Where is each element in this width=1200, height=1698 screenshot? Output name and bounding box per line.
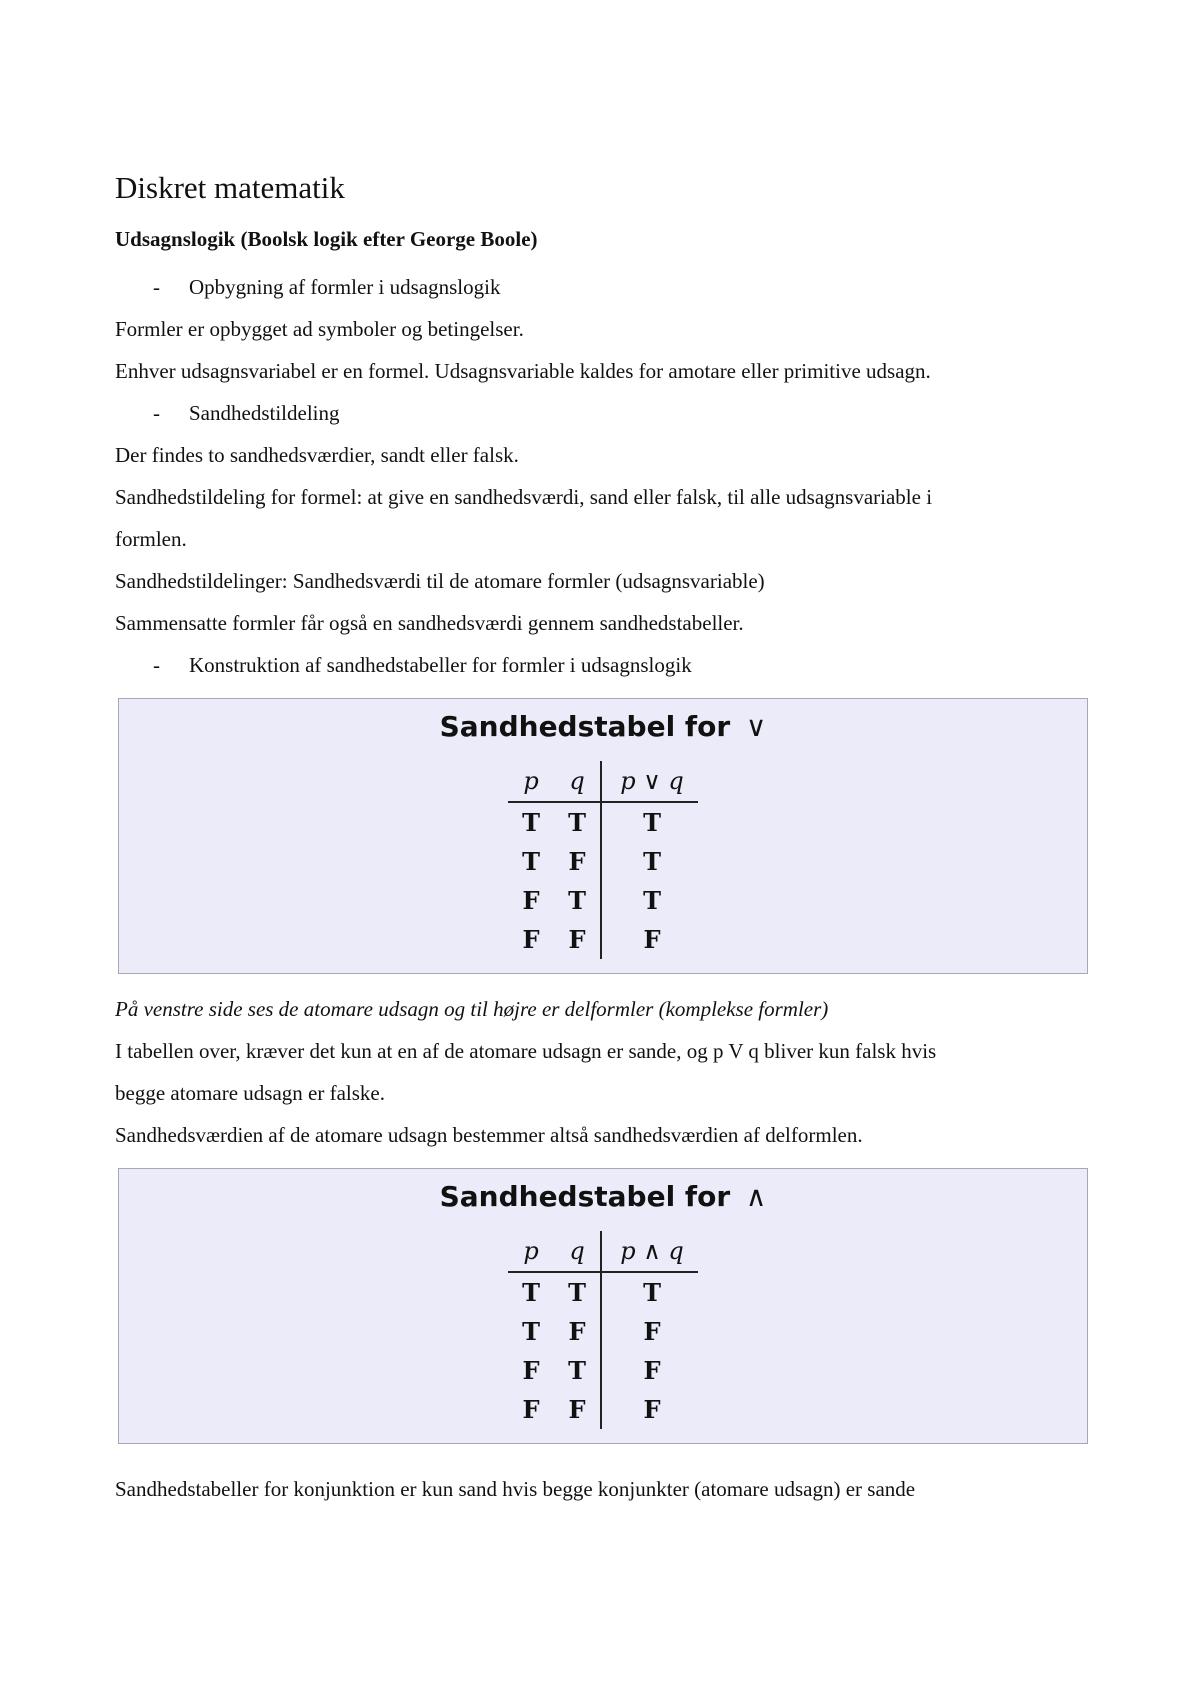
- bullet-item: [115, 644, 1095, 686]
- truth-table-or-figure: [118, 698, 1088, 974]
- table-row: [508, 1351, 698, 1390]
- table-row: [508, 1390, 698, 1429]
- table-row: [508, 1312, 698, 1351]
- table-cell: F: [522, 1356, 540, 1385]
- column-header-result: p ∧ q: [601, 1231, 698, 1272]
- caption-paragraph: På venstre side ses de atomare udsagn og til højre er delformler (komplekse formler): [115, 997, 829, 1021]
- table-cell: F: [522, 886, 540, 915]
- table-cell: F: [601, 1312, 698, 1351]
- table-cell: F: [601, 1351, 698, 1390]
- section-heading: Udsagnslogik (Boolsk logik efter George Boole): [115, 227, 538, 251]
- bullet-item: [115, 392, 1095, 434]
- bullet-text: Opbygning af formler i udsagnslogik: [189, 275, 501, 299]
- paragraph: Sandhedstildeling for formel: at give en sandhedsværdi, sand eller falsk, til alle udsagnsvariable i: [115, 485, 933, 509]
- table-cell: T: [601, 881, 698, 920]
- bullet-dash: -: [153, 275, 160, 299]
- document-content: [115, 168, 1095, 1510]
- table-cell: F: [522, 1395, 540, 1424]
- truth-table-title-text: Sandhedstabel for: [439, 1180, 731, 1213]
- table-cell: F: [568, 847, 586, 876]
- bullet-text: Sandhedstildeling: [189, 401, 340, 425]
- column-header-result: p ∨ q: [601, 761, 698, 802]
- table-row: [508, 920, 698, 959]
- bullet-dash: -: [153, 401, 160, 425]
- table-cell: T: [568, 1278, 586, 1307]
- paragraph: Sandhedstabeller for konjunktion er kun sand hvis begge konjunkter (atomare udsagn) er sande: [115, 1477, 916, 1501]
- and-operator-symbol: ∧: [745, 1180, 767, 1213]
- column-header-q: q: [554, 761, 601, 802]
- truth-table-title-text: Sandhedstabel for: [439, 710, 731, 743]
- or-operator-symbol: ∨: [745, 710, 767, 743]
- spacer: [115, 1458, 1095, 1468]
- table-cell: F: [568, 1317, 586, 1346]
- page-title: Diskret matematik: [115, 170, 345, 205]
- paragraph: formlen.: [115, 527, 187, 551]
- paragraph: Formler er opbygget ad symboler og betingelser.: [115, 317, 524, 341]
- truth-table-or-title: [119, 707, 1087, 747]
- truth-table-and-figure: [118, 1168, 1088, 1444]
- table-row: [508, 881, 698, 920]
- table-cell: F: [601, 1390, 698, 1429]
- paragraph: Enhver udsagnsvariabel er en formel. Udsagnsvariable kaldes for amotare eller primitive udsagn.: [115, 359, 931, 383]
- paragraph: Sandhedstildelinger: Sandhedsværdi til de atomare formler (udsagnsvariable): [115, 569, 765, 593]
- table-cell: T: [522, 847, 540, 876]
- table-cell: F: [601, 920, 698, 959]
- column-header-p: p: [508, 761, 554, 802]
- column-header-p: p: [508, 1231, 554, 1272]
- paragraph: I tabellen over, kræver det kun at en af de atomare udsagn er sande, og p V q bliver kun falsk hvis: [115, 1039, 937, 1063]
- table-cell: T: [568, 886, 586, 915]
- truth-table-or: [508, 761, 698, 959]
- table-cell: T: [522, 1317, 540, 1346]
- table-cell: T: [601, 1272, 698, 1312]
- table-header-row: [508, 1231, 698, 1272]
- bullet-item: [115, 266, 1095, 308]
- truth-table-and-title: [119, 1177, 1087, 1217]
- table-cell: T: [601, 842, 698, 881]
- table-header-row: [508, 761, 698, 802]
- table-cell: T: [522, 1278, 540, 1307]
- column-header-q: q: [554, 1231, 601, 1272]
- truth-table-and: [508, 1231, 698, 1429]
- table-row: [508, 1272, 698, 1312]
- bullet-dash: -: [153, 653, 160, 677]
- paragraph: Der findes to sandhedsværdier, sandt eller falsk.: [115, 443, 519, 467]
- table-cell: F: [568, 925, 586, 954]
- table-cell: F: [522, 925, 540, 954]
- table-cell: T: [568, 808, 586, 837]
- table-row: [508, 842, 698, 881]
- table-cell: T: [522, 808, 540, 837]
- table-cell: T: [568, 1356, 586, 1385]
- paragraph: Sandhedsværdien af de atomare udsagn bestemmer altså sandhedsværdien af delformlen.: [115, 1123, 863, 1147]
- table-row: [508, 802, 698, 842]
- paragraph: begge atomare udsagn er falske.: [115, 1081, 385, 1105]
- paragraph: Sammensatte formler får også en sandhedsværdi gennem sandhedstabeller.: [115, 611, 744, 635]
- bullet-text: Konstruktion af sandhedstabeller for formler i udsagnslogik: [189, 653, 692, 677]
- table-cell: F: [568, 1395, 586, 1424]
- table-cell: T: [601, 802, 698, 842]
